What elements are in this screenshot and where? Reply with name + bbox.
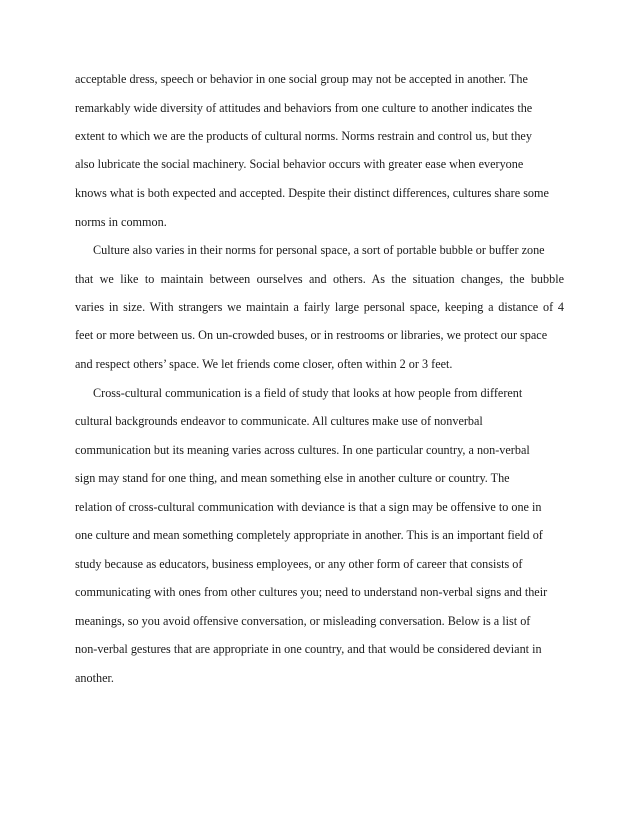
text-line: non-verbal gestures that are appropriate in one country, and that would be considered deviant in (75, 642, 542, 656)
text-line: that we like to maintain between ourselves and others. As the situation changes, the bubble (75, 272, 564, 286)
text-line: remarkably wide diversity of attitudes and behaviors from one culture to another indicates the (75, 101, 533, 115)
text-line: varies in size. With strangers we maintain a fairly large personal space, keeping a distance of 4 (75, 300, 564, 314)
text-line: sign may stand for one thing, and mean something else in another culture or country. The (75, 471, 510, 485)
text-line: another. (75, 671, 114, 685)
text-line: extent to which we are the products of cultural norms. Norms restrain and control us, but they (75, 129, 532, 143)
text-line: knows what is both expected and accepted. Despite their distinct differences, cultures share some (75, 186, 549, 200)
text-line: Culture also varies in their norms for personal space, a sort of portable bubble or buffer zone (93, 243, 545, 257)
text-line: feet or more between us. On un-crowded buses, or in restrooms or libraries, we protect our space (75, 328, 548, 342)
text-line: Cross-cultural communication is a field of study that looks at how people from different (93, 386, 523, 400)
text-line: meanings, so you avoid offensive conversation, or misleading conversation. Below is a list of (75, 614, 531, 628)
text-line: communicating with ones from other cultures you; need to understand non-verbal signs and their (75, 585, 548, 599)
text-line: also lubricate the social machinery. Social behavior occurs with greater ease when everyone (75, 157, 524, 171)
text-line: one culture and mean something completely appropriate in another. This is an important field of (75, 528, 543, 542)
text-line: acceptable dress, speech or behavior in one social group may not be accepted in another. The (75, 72, 528, 86)
text-line: study because as educators, business employees, or any other form of career that consists of (75, 557, 523, 571)
text-line: and respect others’ space. We let friends come closer, often within 2 or 3 feet. (75, 357, 453, 371)
text-line: norms in common. (75, 215, 167, 229)
text-line: cultural backgrounds endeavor to communicate. All cultures make use of nonverbal (75, 414, 483, 428)
text-line: communication but its meaning varies across cultures. In one particular country, a non-verbal (75, 443, 530, 457)
text-line: relation of cross-cultural communication with deviance is that a sign may be offensive to one in (75, 500, 542, 514)
